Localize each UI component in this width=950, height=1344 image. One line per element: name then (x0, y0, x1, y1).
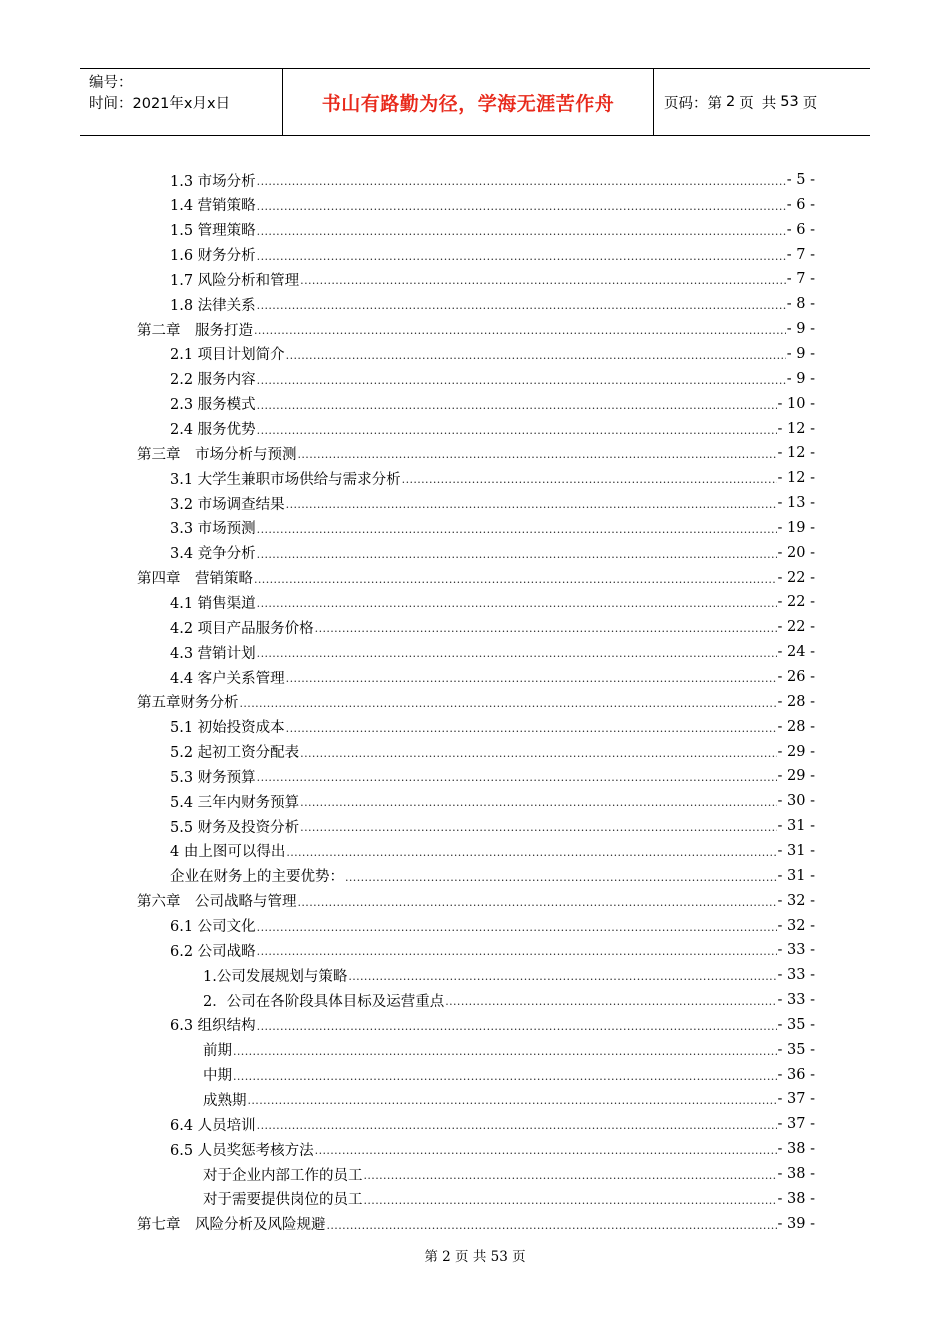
document-number-label: 编号： (89, 75, 133, 91)
toc-entry-title: 第三章 市场分析与预测 (137, 446, 297, 463)
toc-entry-page: - 9 - (786, 321, 815, 338)
toc-entry-title: 3.2 市场调查结果 (170, 496, 285, 513)
toc-dot-leader (257, 225, 786, 242)
toc-entry-page: - 38 - (777, 1190, 815, 1207)
toc-entry[interactable] (170, 640, 815, 664)
toc-entry-page: - 7 - (786, 271, 815, 288)
toc-entry[interactable] (137, 441, 815, 465)
toc-entry[interactable] (170, 1112, 815, 1136)
toc-entry[interactable] (170, 218, 815, 242)
toc-entry-title: 6.4 人员培训 (170, 1117, 256, 1134)
toc-dot-leader (315, 1144, 777, 1161)
toc-entry-page: - 7 - (786, 246, 815, 263)
toc-entry[interactable] (203, 963, 815, 987)
toc-entry-title: 4.3 营销计划 (170, 645, 256, 662)
page-total: 53 (780, 94, 799, 110)
toc-entry-page: - 36 - (777, 1066, 815, 1083)
header-meta (80, 69, 282, 135)
toc-entry-page: - 37 - (777, 1091, 815, 1108)
toc-entry[interactable] (137, 1212, 815, 1236)
toc-entry-page: - 35 - (777, 1016, 815, 1033)
toc-dot-leader (257, 597, 777, 614)
toc-entry[interactable] (170, 715, 815, 739)
toc-entry-title: 4.2 项目产品服务价格 (170, 620, 314, 637)
toc-dot-leader (257, 175, 786, 192)
toc-entry-title: 2.1 项目计划简介 (170, 347, 285, 364)
toc-entry[interactable] (170, 243, 815, 267)
toc-entry-title: 第五章财务分析 (137, 695, 239, 712)
toc-entry[interactable] (170, 193, 815, 217)
toc-entry-page: - 10 - (777, 395, 815, 412)
toc-entry[interactable] (170, 789, 815, 813)
toc-entry-page: - 38 - (777, 1141, 815, 1158)
toc-entry[interactable] (170, 839, 815, 863)
toc-dot-leader (257, 399, 777, 416)
toc-entry-page: - 33 - (777, 992, 815, 1009)
toc-entry[interactable] (170, 417, 815, 441)
toc-dot-leader (445, 995, 776, 1012)
toc-dot-leader (286, 672, 777, 689)
toc-dot-leader (286, 498, 777, 515)
page-footer: 第 2 页 共 53 页 (424, 1249, 526, 1265)
toc-entry[interactable] (170, 491, 815, 515)
page-current: 2 (726, 94, 736, 110)
toc-dot-leader (257, 250, 786, 267)
toc-entry[interactable] (170, 938, 815, 962)
toc-entry-title: 3.4 竞争分析 (170, 546, 256, 563)
toc-dot-leader (364, 1169, 777, 1186)
toc-entry[interactable] (203, 1187, 815, 1211)
toc-entry-page: - 26 - (777, 669, 815, 685)
toc-dot-leader (257, 771, 777, 788)
toc-entry-page: - 33 - (777, 967, 815, 984)
toc-entry-page: - 31 - (777, 842, 815, 859)
toc-entry-page: - 8 - (786, 296, 815, 313)
toc-entry-title: 6.1 公司文化 (170, 919, 256, 935)
toc-entry-page: - 24 - (777, 644, 815, 661)
toc-entry[interactable] (170, 615, 815, 639)
toc-dot-leader (248, 1094, 777, 1111)
toc-entry-title: 前期 (203, 1043, 232, 1060)
toc-dot-leader (345, 871, 777, 888)
toc-entry-page: - 38 - (777, 1166, 815, 1182)
toc-entry-title: 3.1 大学生兼职市场供给与需求分析 (170, 471, 401, 488)
toc-entry-title: 第二章 服务打造 (137, 322, 253, 339)
toc-entry[interactable] (170, 168, 815, 192)
toc-entry-page: - 29 - (777, 743, 815, 760)
toc-entry-title: 1.6 财务分析 (170, 248, 256, 265)
toc-entry[interactable] (170, 590, 815, 614)
toc-entry[interactable] (137, 690, 815, 714)
toc-dot-leader (257, 945, 777, 962)
toc-entry-title: 2.4 服务优势 (170, 422, 256, 438)
toc-entry-page: - 9 - (786, 345, 815, 362)
toc-entry-page: - 33 - (777, 942, 815, 959)
toc-dot-leader (233, 1045, 777, 1062)
toc-dot-leader (257, 921, 777, 938)
toc-entry[interactable] (203, 1038, 815, 1062)
toc-entry[interactable] (170, 367, 815, 391)
toc-entry-title: 1.8 法律关系 (170, 297, 256, 314)
toc-entry[interactable] (170, 1013, 815, 1037)
toc-entry[interactable] (170, 267, 815, 291)
toc-entry[interactable] (203, 1063, 815, 1087)
toc-entry[interactable] (170, 541, 815, 565)
toc-dot-leader (257, 1020, 777, 1037)
document-time-label: 时间：2021年x月x日 (89, 96, 231, 112)
toc-entry[interactable] (170, 342, 815, 366)
toc-entry[interactable] (137, 889, 815, 913)
toc-entry-title: 1.4 营销策略 (170, 198, 256, 215)
toc-entry-title: 3.3 市场预测 (170, 521, 256, 538)
toc-entry-page: - 6 - (786, 196, 815, 213)
toc-entry-page: - 19 - (777, 519, 815, 536)
toc-dot-leader (402, 473, 777, 490)
toc-entry-title: 4.1 销售渠道 (170, 595, 256, 612)
toc-entry-title: 对于企业内部工作的员工 (203, 1167, 363, 1184)
toc-entry-title: 4.4 客户关系管理 (170, 670, 285, 687)
toc-entry[interactable] (137, 566, 815, 590)
toc-entry-page: - 5 - (786, 172, 815, 188)
header-motto: 书山有路勤为径，学海无涯苦作舟 (321, 92, 615, 115)
page-mid: 页 (739, 95, 754, 112)
toc-dot-leader (298, 896, 777, 913)
page-total-prefix: 共 (761, 95, 777, 112)
toc-entry-title: 6.3 组织结构 (170, 1018, 256, 1035)
toc-entry-page: - 31 - (777, 818, 815, 835)
toc-dot-leader (327, 1219, 777, 1236)
toc-entry-page: - 20 - (777, 544, 815, 561)
toc-dot-leader (364, 1194, 777, 1211)
toc-entry-page: - 6 - (786, 221, 815, 238)
toc-entry[interactable] (170, 665, 815, 689)
toc-entry-title: 2.3 服务模式 (170, 397, 256, 414)
toc-entry-title: 中期 (203, 1068, 232, 1085)
toc-entry-title: 第六章 公司战略与管理 (137, 894, 297, 911)
page-suffix: 页 (802, 95, 818, 112)
toc-dot-leader (257, 548, 777, 565)
toc-entry-title: 第四章 营销策略 (137, 571, 253, 588)
toc-dot-leader (240, 697, 777, 714)
toc-entry[interactable] (170, 914, 815, 938)
toc-dot-leader (257, 200, 786, 217)
toc-dot-leader (257, 374, 786, 391)
toc-dot-leader (257, 299, 786, 316)
toc-entry[interactable] (170, 764, 815, 788)
toc-entry-page: - 28 - (777, 718, 815, 735)
toc-entry-page: - 22 - (777, 569, 815, 586)
toc-entry-page: - 35 - (777, 1041, 815, 1058)
toc-entry[interactable] (170, 466, 815, 490)
toc-entry-title: 2.2 服务内容 (170, 372, 256, 389)
toc-entry-title: 4 由上图可以得出 (170, 844, 286, 861)
toc-entry-title: 5.1 初始投资成本 (170, 720, 285, 737)
toc-entry-title: 5.5 财务及投资分析 (170, 819, 300, 836)
toc-entry-page: - 22 - (777, 594, 815, 611)
toc-entry-page: - 22 - (777, 619, 815, 636)
toc-entry-page: - 31 - (777, 867, 815, 884)
toc-entry-page: - 39 - (777, 1215, 815, 1232)
toc-dot-leader (300, 747, 776, 764)
toc-entry-title: 5.4 三年内财务预算 (170, 794, 300, 811)
toc-entry[interactable] (170, 740, 815, 764)
toc-entry-page: - 32 - (777, 917, 815, 934)
header-page-info (654, 69, 870, 135)
toc-entry[interactable] (203, 1087, 815, 1111)
toc-entry[interactable] (170, 1137, 815, 1161)
toc-dot-leader (348, 970, 776, 987)
toc-entry-page: - 9 - (786, 370, 815, 387)
toc-entry-title: 企业在财务上的主要优势： (170, 869, 344, 886)
toc-entry-title: 1.公司发展规划与策略 (203, 968, 348, 985)
toc-entry[interactable] (137, 317, 815, 341)
toc-entry-page: - 29 - (777, 768, 815, 785)
toc-entry-title: 6.2 公司战略 (170, 943, 256, 960)
toc-entry-title: 1.3 市场分析 (170, 173, 256, 190)
toc-dot-leader (257, 523, 777, 540)
header-motto-cell (282, 69, 654, 135)
toc-entry[interactable] (203, 1162, 815, 1186)
toc-dot-leader (286, 722, 777, 739)
toc-dot-leader (300, 821, 776, 838)
toc-dot-leader (257, 1119, 777, 1136)
toc-entry-page: - 28 - (777, 693, 815, 710)
toc-entry-title: 成熟期 (203, 1092, 247, 1109)
toc-entry-title: 第七章 风险分析及风险规避 (137, 1217, 326, 1234)
page-header (80, 68, 870, 136)
toc-dot-leader (300, 796, 776, 813)
toc-dot-leader (254, 573, 777, 590)
toc-entry[interactable] (170, 814, 815, 838)
toc-entry-page: - 37 - (777, 1116, 815, 1133)
toc-dot-leader (315, 622, 777, 639)
toc-entry[interactable] (170, 392, 815, 416)
toc-entry-title: 1.7 风险分析和管理 (170, 272, 300, 289)
toc-dot-leader (286, 349, 786, 366)
toc-dot-leader (254, 324, 786, 341)
toc-entry[interactable] (203, 988, 815, 1012)
toc-dot-leader (300, 274, 786, 291)
toc-dot-leader (286, 846, 776, 863)
toc-dot-leader (257, 424, 777, 441)
page-prefix: 页码：第 (664, 95, 722, 112)
toc-entry-page: - 12 - (777, 445, 815, 462)
toc-entry-page: - 30 - (777, 793, 815, 810)
toc-entry-title: 5.3 财务预算 (170, 769, 256, 786)
toc-dot-leader (233, 1070, 777, 1087)
toc-entry-page: - 12 - (777, 470, 815, 487)
toc-entry-title: 对于需要提供岗位的员工 (203, 1192, 363, 1209)
toc-entry[interactable] (170, 516, 815, 540)
toc-entry-title: 5.2 起初工资分配表 (170, 745, 300, 762)
toc-dot-leader (257, 647, 777, 664)
toc-entry-page: - 32 - (777, 892, 815, 909)
toc-entry-page: - 13 - (777, 495, 815, 512)
toc-dot-leader (298, 448, 777, 465)
toc-entry-title: 1.5 管理策略 (170, 223, 256, 240)
toc-entry-title: 6.5 人员奖惩考核方法 (170, 1142, 314, 1159)
toc-entry-page: - 12 - (777, 420, 815, 437)
toc-entry-title: 2．公司在各阶段具体目标及运营重点 (203, 993, 445, 1010)
toc-entry[interactable] (170, 864, 815, 888)
toc-entry[interactable] (170, 292, 815, 316)
